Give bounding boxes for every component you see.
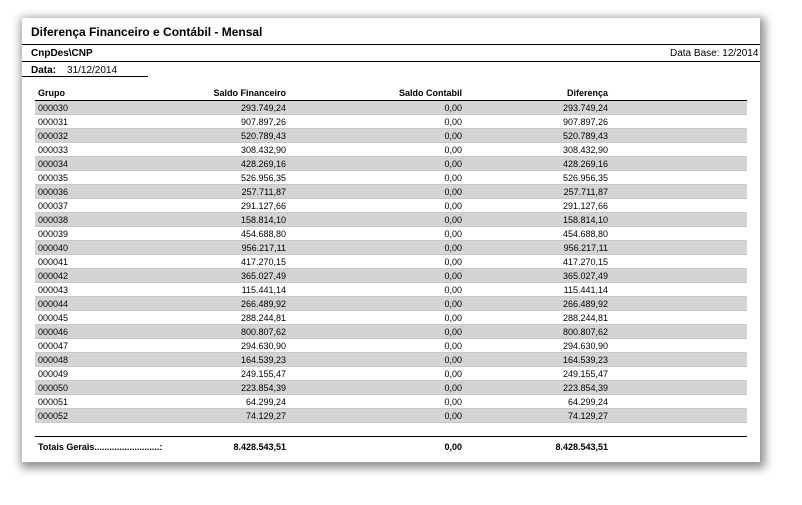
cell-diferenca: 520.789,43 [562,131,608,141]
totals-saldo-financeiro: 8.428.543,51 [233,442,286,452]
cell-grupo: 000030 [38,103,69,113]
cell-grupo: 000043 [38,285,69,295]
report-table [35,86,747,423]
cell-diferenca: 291.127,66 [562,201,608,211]
table-row [35,143,747,157]
cell-saldo-contabil: 0,00 [444,383,462,393]
cell-saldo-contabil: 0,00 [444,369,462,379]
cell-saldo-contabil: 0,00 [444,145,462,155]
date-value: 31/12/2014 [67,65,118,76]
cell-diferenca: 365.027,49 [562,271,608,281]
cell-grupo: 000036 [38,187,69,197]
table-row [35,227,747,241]
column-header-diferenca: Diferença [566,88,608,98]
cell-diferenca: 956.217,11 [563,243,608,253]
table-header [35,86,747,100]
cell-grupo: 000040 [38,243,69,253]
title-rule [22,44,760,45]
table-row [35,213,747,227]
cell-saldo-financeiro: 417.270,15 [240,257,286,267]
cell-grupo: 000038 [38,215,69,225]
table-row [35,171,747,185]
cell-diferenca: 223.854,39 [562,383,608,393]
cell-saldo-financeiro: 526.956,35 [240,173,286,183]
table-row [35,353,747,367]
column-header-saldo-contabil: Saldo Contabil [399,88,462,98]
table-row [35,269,747,283]
table-row [35,297,747,311]
cell-diferenca: 288.244,81 [562,313,608,323]
date-rule [22,76,148,77]
cell-saldo-contabil: 0,00 [444,201,462,211]
table-row [35,381,747,395]
cell-saldo-contabil: 0,00 [444,397,462,407]
cell-diferenca: 308.432,90 [562,145,608,155]
cell-diferenca: 249.155,47 [562,369,608,379]
cell-saldo-financeiro: 158.814,10 [240,215,286,225]
cell-saldo-contabil: 0,00 [444,313,462,323]
cell-diferenca: 526.956,35 [562,173,608,183]
cell-saldo-financeiro: 74.129,27 [245,411,286,421]
cell-saldo-contabil: 0,00 [444,187,462,197]
cell-saldo-contabil: 0,00 [444,215,462,225]
cell-grupo: 000044 [38,299,69,309]
cell-saldo-contabil: 0,00 [444,327,462,337]
table-row [35,241,747,255]
report-title: Diferença Financeiro e Contábil - Mensal [31,25,263,39]
database-label: Data Base: 12/2014 [670,48,759,59]
cell-diferenca: 907.897,26 [562,117,608,127]
table-row [35,199,747,213]
cell-saldo-contabil: 0,00 [444,131,462,141]
cell-grupo: 000035 [38,173,69,183]
cell-saldo-financeiro: 257.711,87 [241,187,286,197]
cell-saldo-contabil: 0,00 [444,411,462,421]
header-rule [22,61,760,62]
column-header-saldo-financeiro: Saldo Financeiro [213,88,286,98]
column-header-grupo: Grupo [38,88,65,98]
cell-diferenca: 294.630,90 [562,341,608,351]
totals-row [35,440,747,454]
table-row [35,325,747,339]
cell-grupo: 000045 [38,313,69,323]
cell-grupo: 000033 [38,145,69,155]
table-row [35,409,747,423]
cell-saldo-financeiro: 164.539,23 [240,355,286,365]
cell-saldo-financeiro: 800.807,62 [240,327,286,337]
cell-grupo: 000041 [38,257,69,267]
cell-diferenca: 164.539,23 [562,355,608,365]
cell-diferenca: 454.688,80 [562,229,608,239]
cell-diferenca: 428.269,16 [562,159,608,169]
table-row [35,311,747,325]
cell-saldo-contabil: 0,00 [444,341,462,351]
cell-grupo: 000034 [38,159,69,169]
table-row [35,157,747,171]
totals-saldo-contabil: 0,00 [444,442,462,452]
cell-saldo-financeiro: 249.155,47 [240,369,286,379]
cell-grupo: 000048 [38,355,69,365]
cell-saldo-financeiro: 291.127,66 [240,201,286,211]
cell-grupo: 000042 [38,271,69,281]
cell-diferenca: 158.814,10 [562,215,608,225]
cell-saldo-financeiro: 115.441,14 [241,285,286,295]
table-row [35,283,747,297]
cell-diferenca: 800.807,62 [562,327,608,337]
totals-diferenca: 8.428.543,51 [555,442,608,452]
cell-diferenca: 266.489,92 [562,299,608,309]
cell-saldo-financeiro: 293.749,24 [240,103,286,113]
cell-saldo-financeiro: 907.897,26 [240,117,286,127]
cell-saldo-contabil: 0,00 [444,271,462,281]
cell-grupo: 000032 [38,131,69,141]
cell-saldo-contabil: 0,00 [444,243,462,253]
cell-grupo: 000046 [38,327,69,337]
table-row [35,395,747,409]
cell-grupo: 000049 [38,369,69,379]
cell-grupo: 000051 [38,397,69,407]
cell-saldo-contabil: 0,00 [444,117,462,127]
cell-saldo-financeiro: 365.027,49 [240,271,286,281]
cell-grupo: 000039 [38,229,69,239]
cell-saldo-financeiro: 520.789,43 [240,131,286,141]
cell-saldo-financeiro: 288.244,81 [240,313,286,323]
cell-diferenca: 74.129,27 [567,411,608,421]
totals-rule [35,436,747,437]
table-row [35,255,747,269]
cell-grupo: 000052 [38,411,69,421]
totals-label: Totais Gerais..........................: [38,442,163,452]
table-row [35,101,747,115]
cell-saldo-financeiro: 64.299,24 [245,397,286,407]
cell-saldo-contabil: 0,00 [444,355,462,365]
cell-grupo: 000031 [38,117,69,127]
cell-saldo-financeiro: 223.854,39 [240,383,286,393]
table-row [35,339,747,353]
cell-saldo-financeiro: 308.432,90 [240,145,286,155]
cell-grupo: 000037 [38,201,69,211]
cell-saldo-contabil: 0,00 [444,229,462,239]
table-body [35,101,747,423]
table-row [35,115,747,129]
cell-saldo-financeiro: 956.217,11 [241,243,286,253]
company-name: CnpDes\CNP [31,48,93,59]
cell-saldo-financeiro: 454.688,80 [240,229,286,239]
cell-saldo-financeiro: 428.269,16 [240,159,286,169]
cell-saldo-financeiro: 294.630,90 [240,341,286,351]
cell-saldo-financeiro: 266.489,92 [240,299,286,309]
table-row [35,367,747,381]
cell-diferenca: 115.441,14 [563,285,608,295]
table-row [35,129,747,143]
cell-saldo-contabil: 0,00 [444,299,462,309]
cell-grupo: 000047 [38,341,69,351]
cell-diferenca: 64.299,24 [567,397,608,407]
report-page [22,18,760,462]
cell-saldo-contabil: 0,00 [444,173,462,183]
cell-saldo-contabil: 0,00 [444,257,462,267]
date-label: Data: [31,65,57,76]
cell-saldo-contabil: 0,00 [444,285,462,295]
cell-grupo: 000050 [38,383,69,393]
cell-diferenca: 257.711,87 [563,187,608,197]
cell-diferenca: 293.749,24 [562,103,608,113]
cell-saldo-contabil: 0,00 [444,159,462,169]
cell-saldo-contabil: 0,00 [444,103,462,113]
table-row [35,185,747,199]
cell-diferenca: 417.270,15 [562,257,608,267]
